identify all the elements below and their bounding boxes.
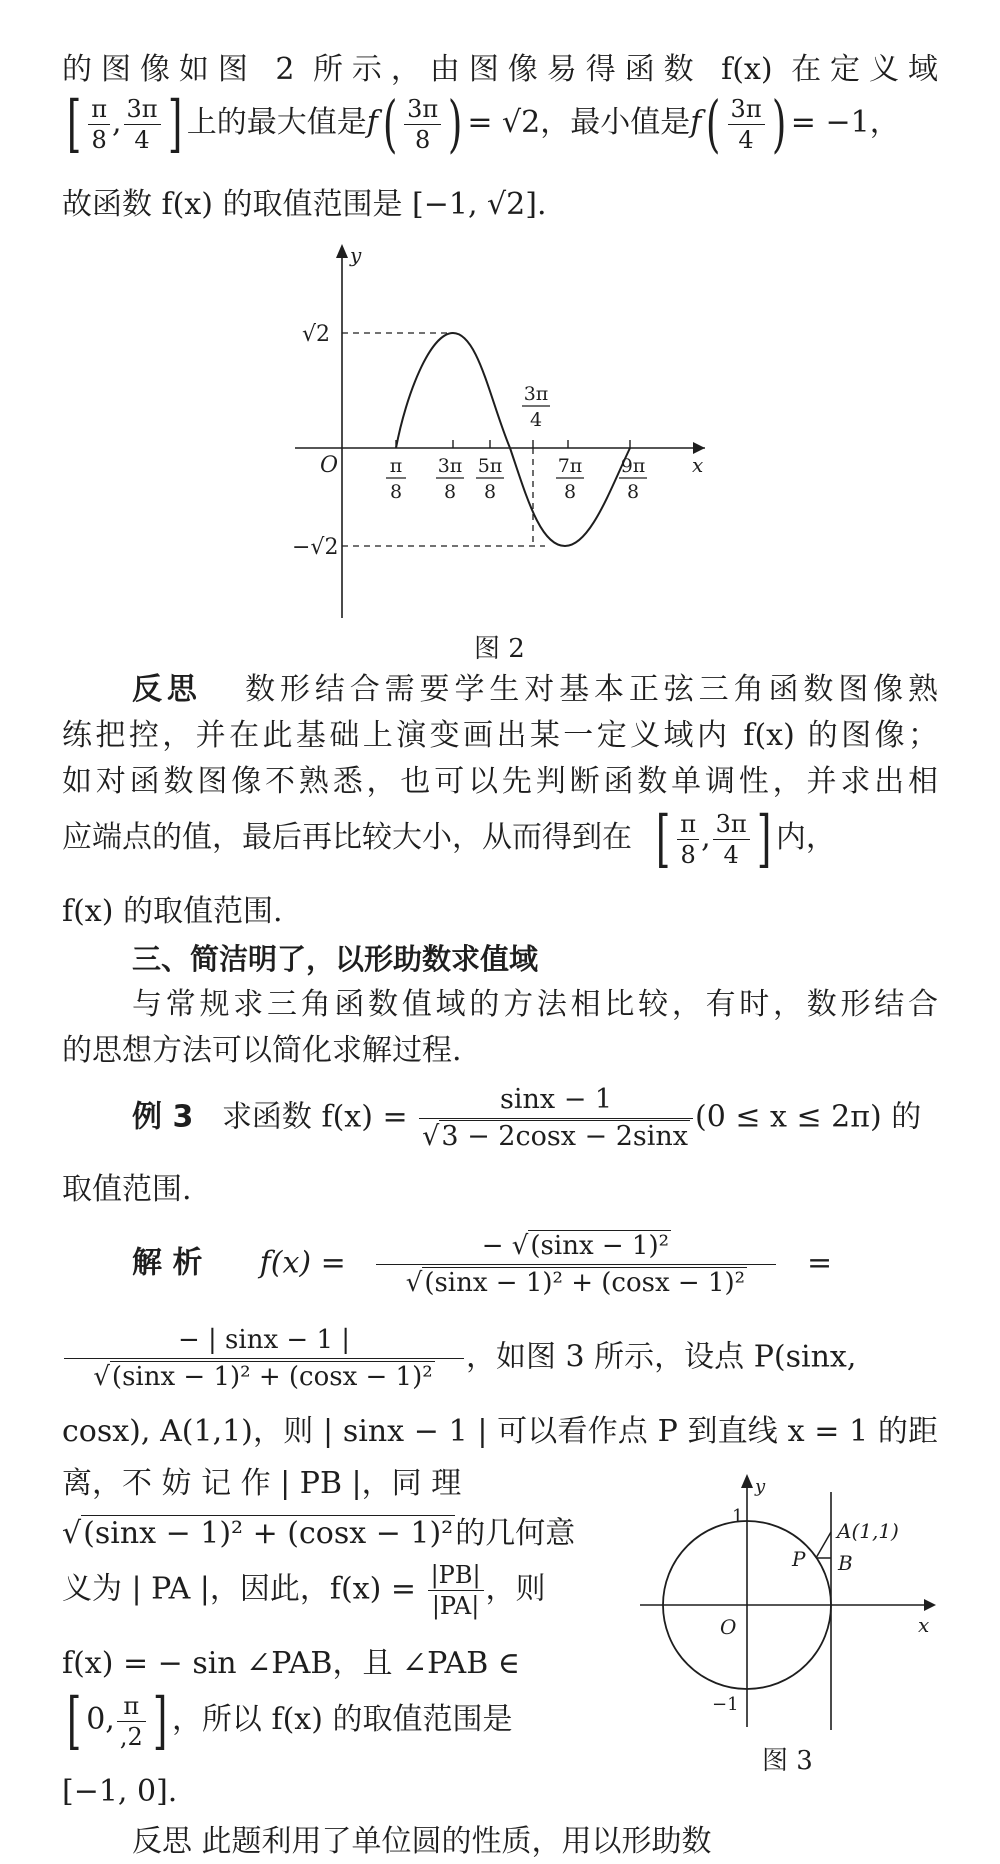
solution-line6: 义为 | PA |，因此，f(x) = $\frac{|PB|}{|PA|}$ ，则 bbox=[62, 1561, 546, 1620]
svg-text:7π: 7π bbox=[557, 455, 583, 477]
para1-line3: 故函数 f(x) 的取值范围是 [−1, √2]. bbox=[62, 187, 547, 222]
para1-line1: 的图像如图 2 所示，由图像易得函数 f(x) 在定义域 bbox=[62, 52, 938, 87]
svg-text:5π: 5π bbox=[477, 455, 503, 477]
figure2-caption: 图 2 bbox=[474, 634, 525, 664]
solution-line9: [−1, 0]. bbox=[62, 1774, 178, 1809]
fig3-origin: O bbox=[720, 1615, 737, 1639]
fig3-y-label: y bbox=[755, 1476, 766, 1497]
solution-line1: 解 析 f(x) = $\frac{\text{− √(sinx − 1)²}}{\text{√(sinx − 1)² + (cosx − 1)²}}$ = bbox=[132, 1228, 938, 1312]
fig2-y-label: y bbox=[350, 243, 362, 267]
example3-label: 例 3 bbox=[132, 1099, 194, 1135]
section3-line1: 与常规求三角函数值域的方法相比较，有时，数形结合 bbox=[132, 987, 938, 1022]
svg-text:9π: 9π bbox=[620, 455, 646, 477]
svg-text:8: 8 bbox=[389, 481, 403, 503]
figure3-caption: 图 3 bbox=[762, 1746, 813, 1776]
svg-text:8: 8 bbox=[483, 481, 497, 503]
fig3-x-label: x bbox=[918, 1613, 930, 1637]
section3-heading: 三、简洁明了，以形助数求值域 bbox=[132, 942, 539, 976]
reflection-line1: 反思 数形结合需要学生对基本正弦三角函数图像熟 bbox=[132, 672, 939, 707]
fig3-minus-one-label: −1 bbox=[712, 1694, 739, 1715]
fig3-point-b-label: B bbox=[838, 1551, 853, 1575]
fig2-origin: O bbox=[320, 453, 339, 478]
fig2-sine-curve bbox=[396, 333, 630, 546]
figure2-graph bbox=[290, 240, 710, 620]
solution-line4: 离，不 妨 记 作 | PB |，同 理 bbox=[62, 1466, 462, 1501]
example3-line1: 例 3 求函数 f(x) = $\frac{\sin x - 1}{√3 - 2\cos x - 2\sin x}$ (0 ≤ x ≤ 2π) 的 bbox=[132, 1084, 922, 1152]
svg-text:8: 8 bbox=[563, 481, 577, 503]
reflection-line4: 应端点的值，最后再比较大小，从而得到在 [ $\frac{\pi}{8}$ , $\frac{3\pi}{4}$ ] 内， bbox=[62, 802, 836, 875]
figure3-graph bbox=[640, 1472, 940, 1732]
para1-line2: [ $\frac{\pi}{8}$ , $\frac{3\pi}{4}$ ] 上的最大值是f( $\frac{3\pi}{8}$ ) = √2，最小值是f( $\frac{3\pi}{4}$ ) = −1， bbox=[66, 87, 900, 160]
fig3-segment-pa bbox=[816, 1532, 831, 1558]
reflection-line2: 练把控，并在此基础上演变画出某一定义域内 f(x) 的图像； bbox=[62, 718, 938, 753]
bottom-cutoff-line: 反思 此题利用了单位圆的性质，用以形助数 bbox=[132, 1824, 712, 1859]
reflection-line5: f(x) 的取值范围. bbox=[62, 894, 283, 929]
solution-line2: $\frac{- | \sin x - 1 |}{\text{√(sinx − 1)² + (cosx − 1)²}}$ ，如图 3 所示，设点 P(sinx, bbox=[62, 1322, 938, 1402]
reflection-heading: 反思 bbox=[132, 672, 202, 707]
fig2-x-label: x bbox=[692, 453, 704, 477]
fig3-x-arrow bbox=[924, 1599, 936, 1611]
svg-text:4: 4 bbox=[529, 409, 543, 431]
solution-line5: √(sinx − 1)² + (cosx − 1)²的几何意 bbox=[62, 1516, 576, 1551]
solution-label: 解 析 bbox=[132, 1245, 203, 1281]
fig2-y-arrow bbox=[336, 244, 348, 258]
svg-text:3π: 3π bbox=[523, 383, 549, 405]
section3-line2: 的思想方法可以简化求解过程. bbox=[62, 1033, 462, 1068]
fig3-one-label: 1 bbox=[732, 1506, 744, 1527]
svg-text:8: 8 bbox=[443, 481, 457, 503]
fig3-point-a-label: A(1,1) bbox=[837, 1519, 899, 1543]
solution-line8: [ 0, $\frac{\pi}{,2}$ ] ，所以 f(x) 的取值范围是 bbox=[66, 1684, 513, 1757]
fig2-ymax-label: √2 bbox=[302, 322, 331, 347]
svg-text:8: 8 bbox=[626, 481, 640, 503]
reflection-line3: 如对函数图像不熟悉，也可以先判断函数单调性，并求出相 bbox=[62, 764, 938, 799]
fig3-y-arrow bbox=[741, 1474, 753, 1488]
svg-text:3π: 3π bbox=[437, 455, 463, 477]
fig2-ymin-label: −√2 bbox=[292, 535, 339, 560]
fig3-point-p-label: P bbox=[792, 1547, 806, 1571]
solution-line3: cosx), A(1,1)，则 | sinx − 1 | 可以看作点 P 到直线 x = 1 的距 bbox=[62, 1414, 938, 1449]
example3-line2: 取值范围. bbox=[62, 1172, 192, 1207]
solution-line7: f(x) = − sin ∠PAB，且 ∠PAB ∈ bbox=[62, 1646, 520, 1681]
svg-text:π: π bbox=[389, 455, 403, 477]
